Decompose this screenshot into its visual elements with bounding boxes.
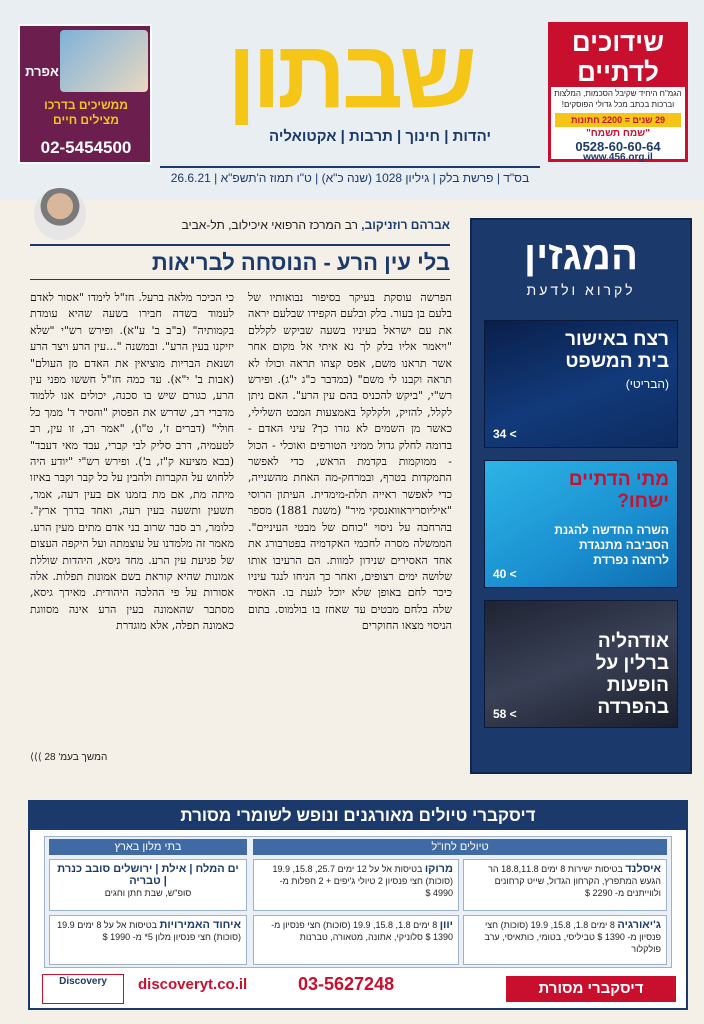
trip-text: 8 ימים 1.8, 15.8, 19.9 (סוכות) חצי פנסיון מ- 1390 $ טביליסי, בטומי, כותאיסי, ערב פולקלור (484, 920, 661, 954)
tile-subtitle: השרה החדשה להגנת הסביבה מתנגדת לרחצה נפרדת (554, 523, 669, 567)
hotel-text: סופ"ש, שבת חתן וחגים (104, 888, 192, 898)
trip-box[interactable] (253, 915, 459, 965)
travel-ad-footer (30, 972, 686, 1008)
magazine-tile[interactable] (484, 460, 678, 588)
match-ad-web[interactable]: www.456.org.il (583, 152, 653, 163)
travel-ad-body (44, 836, 672, 968)
trip-name: יוון (439, 919, 453, 931)
trip-box[interactable] (463, 859, 667, 911)
author-avatar (34, 188, 86, 240)
travel-ad[interactable] (28, 800, 688, 1010)
article-column-left: כי הכיכר מלאה ברעל. חז"ל לימדו "אסור לאדם לעמוד בשדה חבירו בשעה שהיא עומדת בקמותיה" (ב"ב ב' ע"א). ופירש רש"י "שלא יזיקנו בעין הרע". ובמשנה "...עין הרע ויצר הרע ושנאת הבריות מוציאין את האדם מן העולם" (אבות ב' י"א). עד כמה חז"ל חששו מפני עין הרע, כגורם שיש בו סכנה, יכולים אנו ללמוד מדברי רב, שדרש את הפסוק "והסיר ד' ממך כל חולי" (דברים ז', ט"ו), "אמר רב, זו עין, רב לטעמיה, דרב סליק לבי קברי, עבד מאי דעבד" (בבא מציעא ק"ז, ב'). ופירש רש"י "יודע היה ללחוש על הקברות ולהבין על כל קבר וקבר באיזו מיתה מת, אם מת בזמנו אם בעין רעה, אמר, תשעין ותשעה בעין רעה, ואחד בדרך ארץ". כלומר, רב סבר שרוב בני אדם מתים מעין הרע. מאמר זה מלמדנו על עוצמתה ועל היקפה העצום של פגיעת עין הרע. מחד גיסא, היהדות שוללת אמונות שהיא קוראת בשם אמונות תפלות. אלה אסורות על פי ההלכה היהודית. מאידך גיסא, מסתבר שהאמונה בעין הרע אינה מסווגת כאמונה תפלה, אלא מוגדרת (30, 291, 234, 633)
travel-website[interactable]: discoveryt.co.il (138, 976, 248, 993)
magazine-subtitle: לקרוא ולדעת (526, 282, 636, 298)
masthead-title: שבתון (227, 21, 473, 128)
trip-name: ג'יאורגיה (617, 919, 661, 931)
tile-title: אודהליה ברלין על הופעות בהפרדה (595, 631, 669, 718)
hotel-name: ים המלח | אילת | ירושלים סובב כנרת | טבריה (57, 863, 239, 887)
author-affiliation: רב המרכז הרפואי איכילוב, תל-אביב (181, 218, 362, 232)
match-ad-title: שידוכים לדתיים (551, 25, 685, 87)
magazine-tile[interactable] (484, 600, 678, 728)
author-byline (150, 218, 450, 232)
efrat-slogan: ממשיכים בדרכו מצילים חיים (44, 98, 128, 127)
tile-page: 40 < (493, 567, 517, 581)
efrat-ad[interactable] (18, 24, 152, 164)
trip-text: בטיסות ישירות 8 ימים 18.8,11.8 הר הגעש המתפרץ, הקרחון הגדול, שייט קרחונים ולווייתנים מ- 2290 $ (488, 864, 661, 898)
trip-box[interactable] (463, 915, 667, 965)
tile-page: 58 < (493, 707, 517, 721)
match-ad-name: "שמח תשמח" (586, 128, 650, 139)
tile-title: רצח באישור בית המשפט (565, 329, 669, 372)
hotel-text: בטיסות אל על 8 ימים 19.9 (סוכות) חצי פנסיון מלון 5* מ- 1990 $ (57, 920, 241, 942)
group-abroad-header: טיולים לחו"ל (253, 839, 667, 855)
tile-subtitle: (הבריטי) (625, 377, 669, 391)
efrat-logo: אפרת (25, 64, 59, 79)
match-ad-line2: וברכות בכתב מכל גדולי הפוסקים! (561, 100, 675, 109)
match-ad-years: 29 שנים = 2200 חתונות (555, 113, 681, 127)
trip-name: איסלנד (625, 863, 661, 875)
magazine-tile[interactable] (484, 320, 678, 448)
matchmaking-ad[interactable] (548, 22, 688, 162)
magazine-panel (470, 218, 692, 774)
hotel-name: איחוד האמירויות (159, 919, 241, 931)
travel-phone[interactable]: 03-5627248 (298, 974, 395, 994)
continued-link[interactable]: המשך בעמ' 28 ⟩⟩⟩ (30, 752, 108, 763)
article-column-right: הפרשה עוסקת בעיקר בסיפור נבואותיו של בלעם בן בעור. בלק ובלעם הקפידו שבלעם יראה את עם ישראל בעיניו בשעה שביקש לקללם "ויאמר אליו בלק לך נא איתי אל מקום אחר אשר תראנו משם, אפס קצהו תראה וכולו לא תראה וקבנו לי משם" (במדבר כ"ג י"ג). ופירש רש"י, "ביקש להכניס בהם עין הרע". האם ניתן לקלל, להזיק, ולקלקל באמצעות המבט השלילי, כאשר מן השמים לא גזרו כך? עיני האדם - בדומה לחלק גדול ממיני הטורפים ואוכלי - הכול - ממוקמות בקדמת הראש, כדי לאפשר התמקדות בטרף, ובמרחק-מה האחת מהשנייה, כדי לאפשר ראייה תלת-מימדית. העיתון הרוסי "איליוסריראוואנסקי מיר" (משנת 1881) מספר בהרחבה על ניסוי "כוחם של מבטי העיניים". הממשלה מסרה לחכמי האקדמיה בפטרבורג את אחד האסירים שנידון למוות. הם הרעיבו אותו שלושה ימים רצופים, ואחר כך הניחו לנגד עיניו כיכר לחם באופן שלא יוכל לגעת בו. האסיר שלה בלחם מבטים עד שאחז בו בולמוס. בתום הניסוי מצאו החוקרים (248, 291, 452, 633)
match-ad-phone: 0528-60-60-64 (575, 139, 661, 154)
travel-brand: דיסקברי מסורת (506, 976, 676, 1002)
tile-title: מתי הדתיים ישחו? (568, 469, 669, 512)
travel-logo: Discovery (42, 974, 124, 1004)
group-israel-header: בתי מלון בארץ (49, 839, 247, 855)
magazine-title: המגזין (524, 234, 638, 278)
hotel-box[interactable] (49, 915, 247, 965)
trip-name: מרוקו (424, 863, 453, 875)
travel-ad-headline: דיסקברי טיולים מאורגנים ונופש לשומרי מסורת (30, 802, 686, 830)
ad-photo (60, 30, 148, 92)
article-headline: בלי עין הרע - הנוסחה לבריאות (30, 244, 450, 280)
trip-box[interactable] (253, 859, 459, 911)
match-ad-line1: הגמ"ח היחיד שקיבל הסכמות, המלצות (554, 89, 682, 98)
section-list: יהדות | חינוך | תרבות | אקטואליה (269, 128, 491, 145)
trip-text: 8 ימים 1.8, 15.8, 19.9 (סוכות) חצי פנסיון מ- 1390 $ סלוניקי, אתונה, מטאורה, טברנות (271, 920, 453, 942)
tile-page: 34 < (493, 427, 517, 441)
hotel-box[interactable] (49, 859, 247, 911)
trip-text: בטיסות אל על 12 ימים 25.7, 15.8, 19.9 (סוכות) חצי פנסיון 2 טיולי ג'יפים + 2 חפלות מ- 4990 $ (272, 864, 453, 898)
issue-line: בס"ד | פרשת בלק | גיליון 1028 (שנה כ"א) | ט"ו תמוז ה'תשפ"א | 26.6.21 (160, 166, 540, 188)
efrat-phone: 02-5454500 (40, 138, 132, 157)
author-name: אברהם רוזניקוב, (361, 218, 450, 232)
